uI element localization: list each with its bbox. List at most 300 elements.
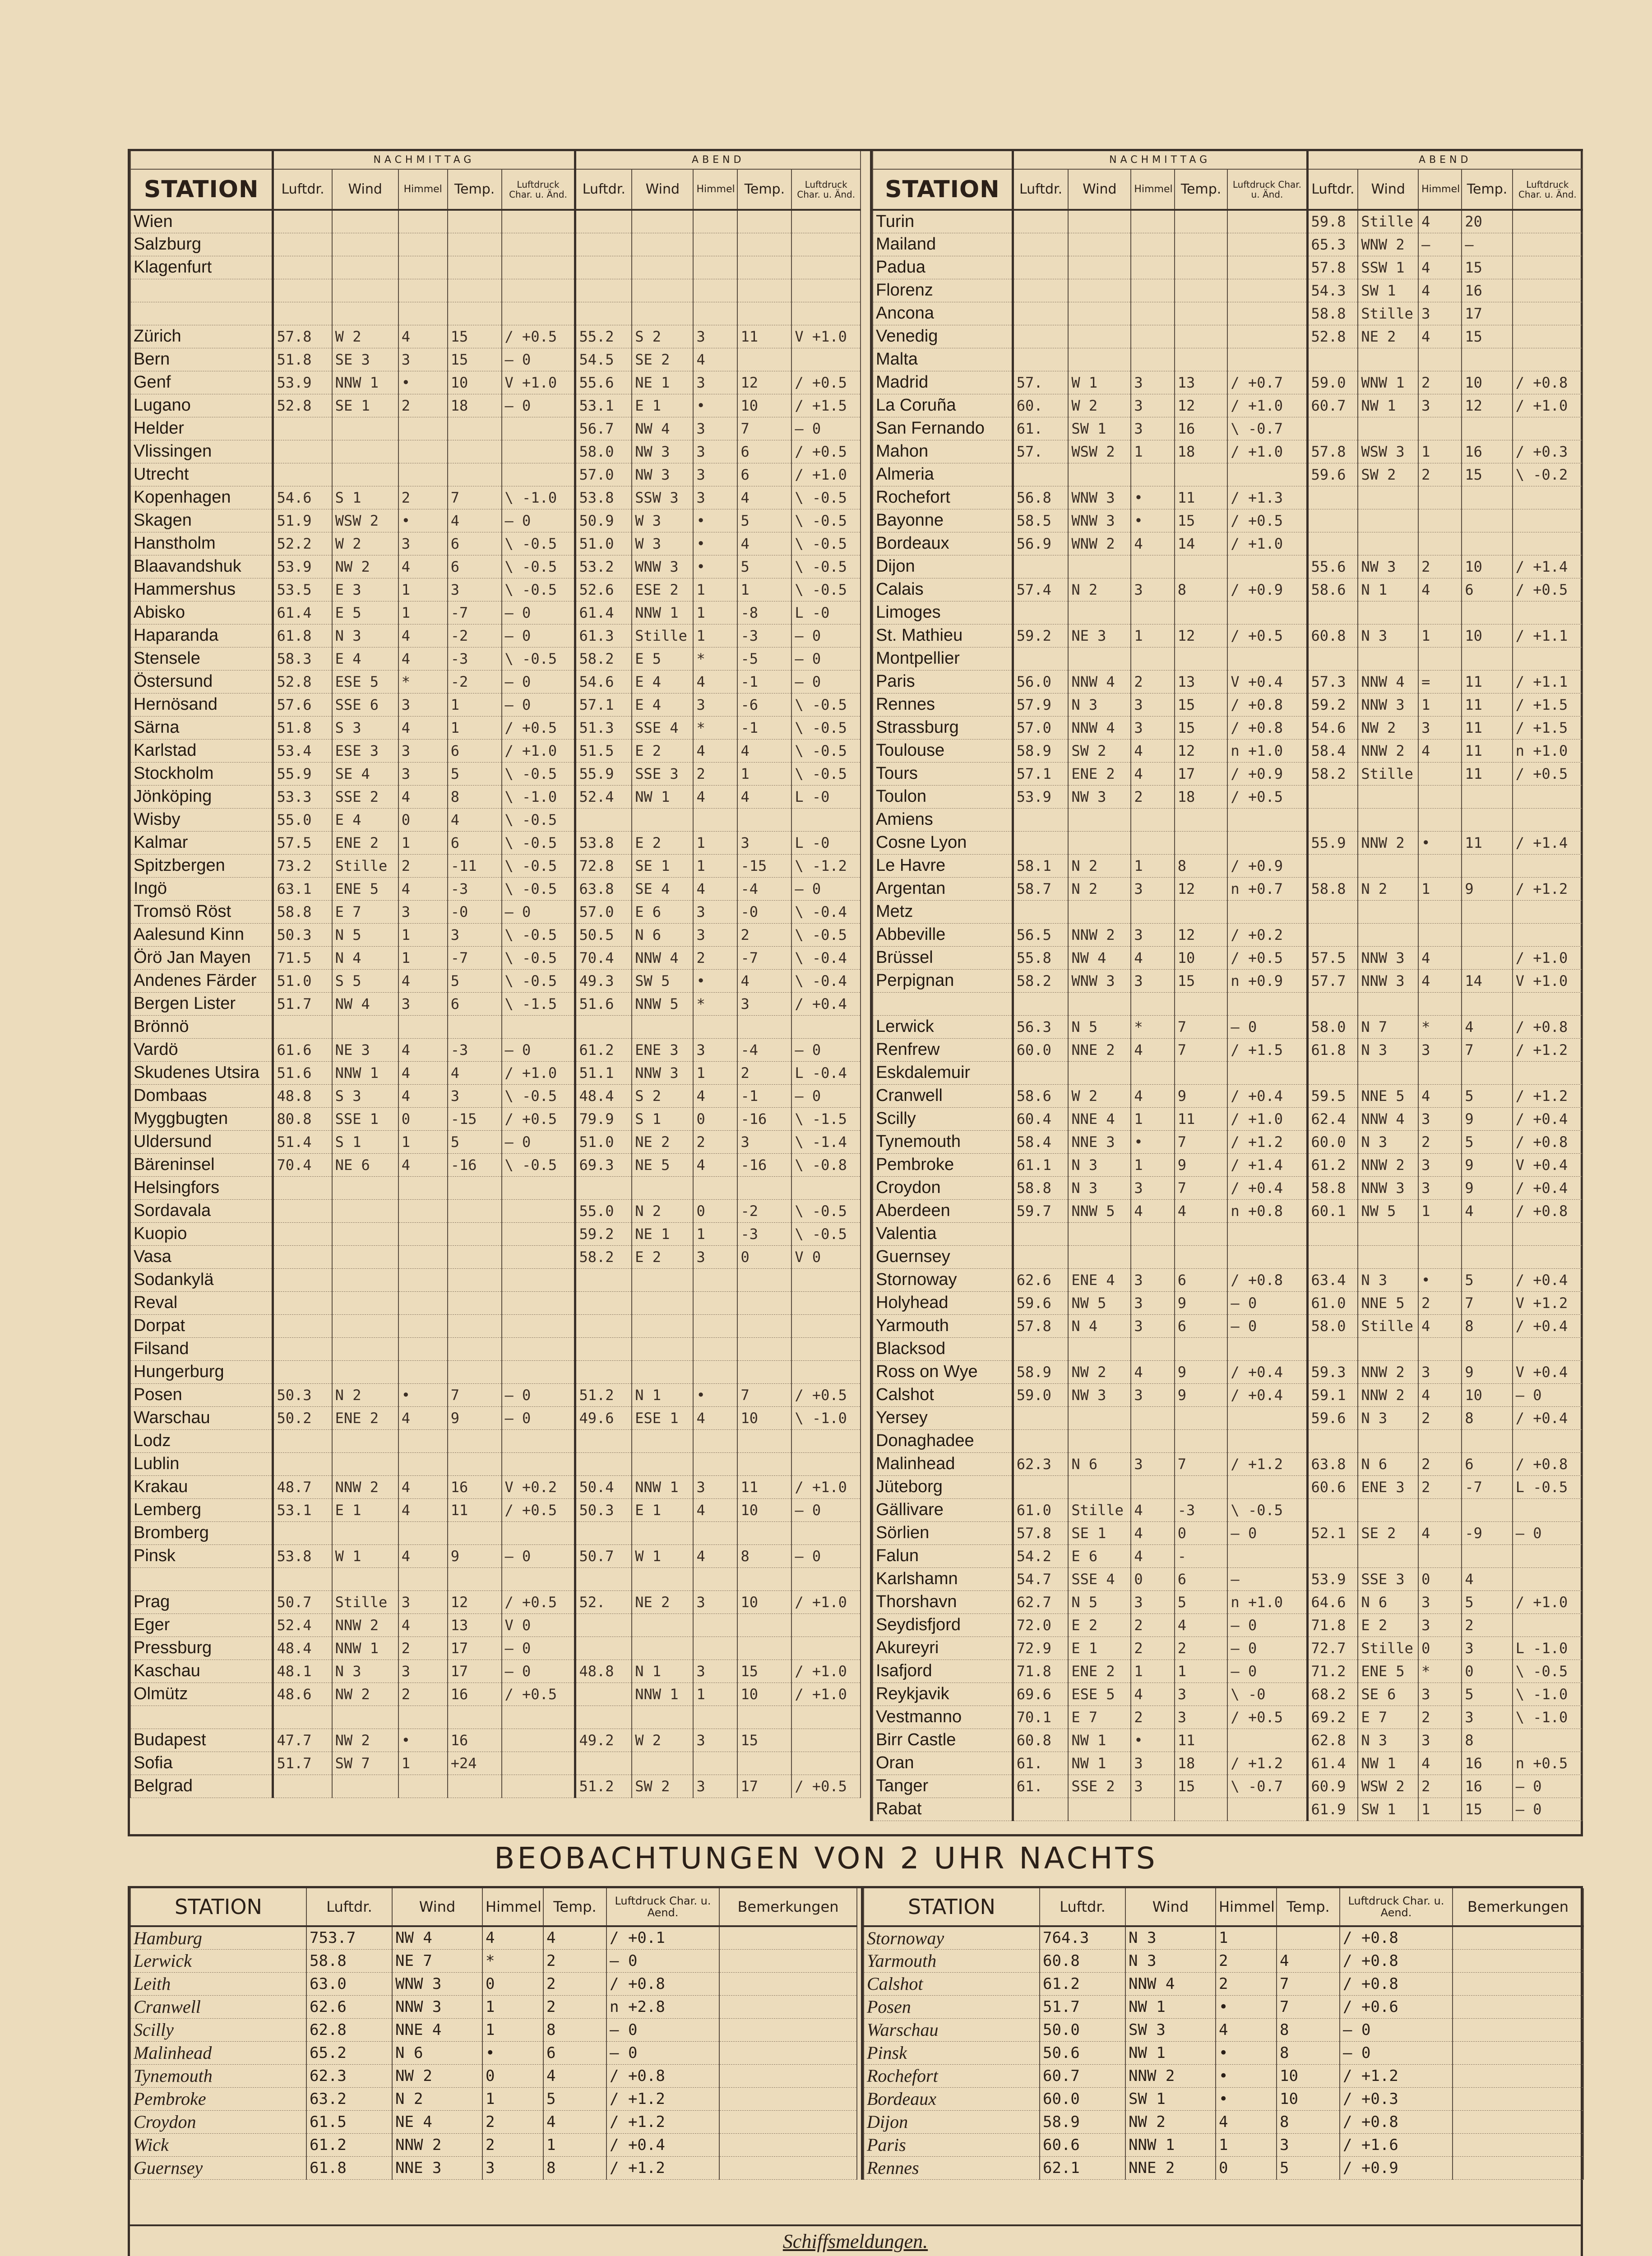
cell-value: 17 [1462, 302, 1512, 325]
cell-value: 4 [1131, 1038, 1174, 1061]
cell-value: 18 [1175, 440, 1228, 463]
cell-value [1068, 279, 1131, 302]
cell-value: 58.2 [575, 1245, 632, 1268]
cell-value: NNW 4 [1358, 670, 1418, 693]
cell-value: 2 [1462, 1613, 1512, 1637]
cell-value: 4 [1175, 1613, 1228, 1637]
cell-value: 61.8 [306, 2156, 392, 2179]
cell-value: NNW 3 [392, 1995, 482, 2018]
cell-value [1453, 1995, 1583, 2018]
table-row [873, 1061, 1583, 1084]
cell-value [1513, 486, 1583, 509]
cell-value: E 7 [1068, 1706, 1131, 1729]
cell-value [693, 1015, 737, 1038]
column-header: Wind [1068, 169, 1131, 210]
cell-value [719, 2133, 857, 2156]
cell-value: E 5 [332, 601, 398, 624]
cell-value: - [1175, 1544, 1228, 1567]
cell-value [1307, 854, 1358, 877]
cell-value: 16 [1175, 417, 1228, 440]
station-name: Sofia [130, 1752, 273, 1775]
cell-value: 50.3 [575, 1498, 632, 1521]
station-name: Seydisfjord [873, 1613, 1013, 1637]
cell-value: E 3 [332, 578, 398, 601]
cell-value: -16 [737, 1107, 791, 1130]
cell-value: 58.8 [1013, 1176, 1068, 1199]
cell-value: NNW 2 [1358, 831, 1418, 854]
column-header: Himmel [1131, 169, 1174, 210]
cell-value: — 0 [606, 2018, 719, 2041]
cell-value [632, 1314, 693, 1337]
cell-value: 52. [575, 1590, 632, 1613]
table-row [130, 440, 861, 463]
column-header: Himmel [693, 169, 737, 210]
cell-value: 5 [1175, 1590, 1228, 1613]
cell-value [737, 1429, 791, 1452]
station-name: Pembroke [130, 2087, 306, 2110]
cell-value [1513, 1567, 1583, 1590]
cell-value [448, 302, 502, 325]
cell-value [1462, 509, 1512, 532]
cell-value: / +0.8 [1513, 1452, 1583, 1475]
cell-value [1175, 831, 1228, 854]
cell-value [1453, 1972, 1583, 1995]
cell-value: — 0 [791, 1038, 861, 1061]
station-name: Warschau [864, 2018, 1040, 2041]
station-name: Belgrad [130, 1775, 273, 1798]
cell-value: N 3 [1125, 1949, 1216, 1972]
table-row [130, 1222, 861, 1245]
cell-value: • [1216, 2064, 1277, 2087]
cell-value: SW 2 [632, 1775, 693, 1798]
table-row [130, 2110, 857, 2133]
cell-value: / +0.3 [1513, 440, 1583, 463]
cell-value: -4 [737, 1038, 791, 1061]
cell-value [1418, 762, 1462, 785]
cell-value: / +1.2 [1227, 1452, 1307, 1475]
cell-value: N 3 [1358, 624, 1418, 647]
cell-value [448, 1775, 502, 1798]
cell-value [1227, 463, 1307, 486]
cell-value [398, 1567, 448, 1590]
cell-value: / +1.0 [502, 1061, 575, 1084]
table-row [130, 946, 861, 969]
cell-value: 58.3 [273, 647, 332, 670]
cell-value [448, 1314, 502, 1337]
station-name: Posen [130, 1383, 273, 1406]
cell-value [1068, 831, 1131, 854]
cell-value: 8 [543, 2156, 606, 2179]
cell-value: SW 1 [1068, 417, 1131, 440]
column-header: Himmel [398, 169, 448, 210]
cell-value: 48.4 [575, 1084, 632, 1107]
cell-value [1513, 992, 1583, 1015]
cell-value: -6 [737, 693, 791, 716]
cell-value [719, 1926, 857, 1949]
table-row [873, 1383, 1583, 1406]
cell-value: E 5 [632, 647, 693, 670]
cell-value [448, 1245, 502, 1268]
cell-value: — 0 [1227, 1015, 1307, 1038]
cell-value [1462, 854, 1512, 877]
table-row [873, 1498, 1583, 1521]
cell-value: / +1.2 [606, 2156, 719, 2179]
station-name: Guernsey [130, 2156, 306, 2179]
night-column-header: Temp. [1277, 1888, 1340, 1926]
table-row [130, 1995, 857, 2018]
column-header: Temp. [1462, 169, 1512, 210]
cell-value [1307, 1061, 1358, 1084]
cell-value: ESE 1 [632, 1406, 693, 1429]
cell-value [1358, 532, 1418, 555]
cell-value: 0 [1175, 1521, 1228, 1544]
cell-value: 4 [448, 1061, 502, 1084]
cell-value [1131, 900, 1174, 923]
cell-value: N 3 [332, 1660, 398, 1683]
cell-value: / +0.5 [502, 1107, 575, 1130]
cell-value [1418, 923, 1462, 946]
cell-value [273, 1015, 332, 1038]
cell-value: 2 [1418, 1291, 1462, 1314]
station-name: Bayonne [873, 509, 1013, 532]
cell-value: 61.8 [1307, 1038, 1358, 1061]
cell-value: -3 [448, 1038, 502, 1061]
table-row [873, 1199, 1583, 1222]
cell-value: 61.3 [575, 624, 632, 647]
cell-value: 4 [693, 1406, 737, 1429]
cell-value [1513, 1498, 1583, 1521]
cell-value: 69.3 [575, 1153, 632, 1176]
cell-value: / +1.0 [1227, 1107, 1307, 1130]
table-row [130, 1084, 861, 1107]
cell-value: 3 [1418, 394, 1462, 417]
table-row [873, 808, 1583, 831]
table-row [873, 601, 1583, 624]
cell-value [1131, 1337, 1174, 1360]
cell-value: 0 [482, 2064, 543, 2087]
cell-value [502, 1775, 575, 1798]
cell-value [575, 808, 632, 831]
cell-value [1068, 601, 1131, 624]
cell-value [575, 1567, 632, 1590]
table-row [873, 1660, 1583, 1683]
cell-value [791, 1637, 861, 1660]
cell-value: N 3 [1358, 1268, 1418, 1291]
cell-value: 3 [1418, 1176, 1462, 1199]
cell-value: 2 [543, 1949, 606, 1972]
cell-value: NNW 4 [1125, 1972, 1216, 1995]
cell-value: — [1462, 233, 1512, 256]
cell-value: Stille [1358, 1314, 1418, 1337]
cell-value: 2 [1418, 1475, 1462, 1498]
cell-value: 6 [1462, 578, 1512, 601]
station-name: Abbeville [873, 923, 1013, 946]
cell-value: 47.7 [273, 1729, 332, 1752]
cell-value: 0 [482, 1972, 543, 1995]
cell-value [273, 417, 332, 440]
cell-value: SSE 2 [1068, 1775, 1131, 1798]
cell-value: E 4 [332, 647, 398, 670]
cell-value [1307, 348, 1358, 371]
cell-value: -2 [448, 624, 502, 647]
cell-value [332, 1706, 398, 1729]
cell-value [1418, 509, 1462, 532]
table-row [873, 394, 1583, 417]
cell-value [1513, 1429, 1583, 1452]
cell-value [448, 1291, 502, 1314]
cell-value [502, 1015, 575, 1038]
cell-value: 62.6 [1013, 1268, 1068, 1291]
cell-value: 50.4 [575, 1475, 632, 1498]
cell-value: 12 [1175, 739, 1228, 762]
cell-value: * [398, 670, 448, 693]
cell-value [737, 302, 791, 325]
cell-value: / +0.8 [1340, 1972, 1453, 1995]
cell-value: 61. [1013, 417, 1068, 440]
cell-value [332, 233, 398, 256]
cell-value: / +1.5 [1513, 693, 1583, 716]
cell-value: 12 [1175, 624, 1228, 647]
cell-value [1277, 1926, 1340, 1949]
table-row [873, 233, 1583, 256]
station-name: Birr Castle [873, 1729, 1013, 1752]
cell-value [1131, 279, 1174, 302]
cell-value: — 0 [502, 900, 575, 923]
cell-value [332, 1337, 398, 1360]
cell-value: 7 [1175, 1038, 1228, 1061]
cell-value [575, 1683, 632, 1706]
cell-value [1462, 808, 1512, 831]
cell-value: 17 [448, 1637, 502, 1660]
cell-value: \ -0.5 [502, 762, 575, 785]
cell-value [1227, 233, 1307, 256]
station-name: Prag [130, 1590, 273, 1613]
table-row [130, 233, 861, 256]
cell-value: W 1 [1068, 371, 1131, 394]
cell-value: N 2 [1068, 578, 1131, 601]
cell-value: 60.8 [1307, 624, 1358, 647]
cell-value [1462, 348, 1512, 371]
cell-value: 1 [1216, 1926, 1277, 1949]
cell-value: 58.6 [1307, 578, 1358, 601]
cell-value: WNW 3 [632, 555, 693, 578]
cell-value: 70.1 [1013, 1706, 1068, 1729]
cell-value [1513, 601, 1583, 624]
cell-value: 4 [693, 1153, 737, 1176]
cell-value [1462, 992, 1512, 1015]
cell-value: / +0.4 [1227, 1383, 1307, 1406]
cell-value: • [1131, 509, 1174, 532]
night-column-header: Luftdr. [306, 1888, 392, 1926]
cell-value: NNW 3 [1358, 1176, 1418, 1199]
station-name: Isafjord [873, 1660, 1013, 1683]
cell-value: — 0 [1513, 1798, 1583, 1821]
table-row [873, 509, 1583, 532]
cell-value: E 4 [632, 670, 693, 693]
cell-value [1453, 2041, 1583, 2064]
cell-value: 71.5 [273, 946, 332, 969]
cell-value [1418, 808, 1462, 831]
cell-value: 58.1 [1013, 854, 1068, 877]
cell-value [737, 1268, 791, 1291]
table-row [130, 2041, 857, 2064]
cell-value [1131, 831, 1174, 854]
cell-value: 3 [693, 417, 737, 440]
cell-value: \ -0.5 [791, 555, 861, 578]
cell-value: SE 2 [1358, 1521, 1418, 1544]
cell-value: L -0 [791, 831, 861, 854]
table-row [873, 762, 1583, 785]
cell-value: S 1 [632, 1107, 693, 1130]
cell-value: 3 [1131, 1752, 1174, 1775]
cell-value: 51.0 [575, 532, 632, 555]
cell-value [1453, 2110, 1583, 2133]
cell-value: • [693, 394, 737, 417]
cell-value: SSE 4 [632, 716, 693, 739]
cell-value [1513, 348, 1583, 371]
cell-value [1513, 210, 1583, 233]
cell-value [632, 1176, 693, 1199]
cell-value: 9 [1175, 1291, 1228, 1314]
cell-value [1358, 417, 1418, 440]
cell-value: SE 1 [1068, 1521, 1131, 1544]
cell-value: L -1.0 [1513, 1637, 1583, 1660]
table-row [130, 302, 861, 325]
cell-value [575, 1360, 632, 1383]
cell-value [273, 1521, 332, 1544]
cell-value: • [693, 969, 737, 992]
cell-value [1227, 808, 1307, 831]
cell-value: 60.0 [1013, 1038, 1068, 1061]
cell-value: 51.5 [575, 739, 632, 762]
cell-value [1358, 1429, 1418, 1452]
cell-value: 3 [693, 486, 737, 509]
cell-value: • [693, 1383, 737, 1406]
cell-value: \ -0.5 [791, 486, 861, 509]
cell-value [1513, 647, 1583, 670]
cell-value: 16 [1462, 1752, 1512, 1775]
cell-value: 54.6 [575, 670, 632, 693]
column-header: Luftdruck Char. u. Änd. [502, 169, 575, 210]
cell-value: \ -0.5 [502, 1084, 575, 1107]
cell-value: 5 [1462, 1130, 1512, 1153]
cell-value: 15 [1462, 463, 1512, 486]
cell-value: NNW 2 [1358, 1383, 1418, 1406]
cell-value: SE 4 [332, 762, 398, 785]
cell-value: \ -0.5 [502, 647, 575, 670]
cell-value [1068, 1222, 1131, 1245]
station-name: Cranwell [873, 1084, 1013, 1107]
cell-value [1462, 785, 1512, 808]
table-row [130, 923, 861, 946]
cell-value: 4 [1418, 325, 1462, 348]
cell-value [693, 256, 737, 279]
cell-value [273, 1775, 332, 1798]
station-name: Skagen [130, 509, 273, 532]
cell-value: V 0 [502, 1613, 575, 1637]
table-row [130, 1153, 861, 1176]
right-table [872, 151, 1583, 1821]
night-column-header: Luftdr. [1040, 1888, 1125, 1926]
station-name: Lerwick [873, 1015, 1013, 1038]
cell-value: NW 3 [632, 463, 693, 486]
cell-value: -2 [737, 1199, 791, 1222]
cell-value [632, 210, 693, 233]
cell-value: 5 [1462, 1683, 1512, 1706]
cell-value: -1 [737, 670, 791, 693]
station-name: Turin [873, 210, 1013, 233]
cell-value: / +1.5 [791, 394, 861, 417]
table-row [873, 1406, 1583, 1429]
cell-value: / +0.5 [502, 1590, 575, 1613]
column-header: Luftdr. [1013, 169, 1068, 210]
cell-value [1358, 509, 1418, 532]
cell-value: 3 [1462, 1637, 1512, 1660]
cell-value: 0 [1216, 2156, 1277, 2179]
cell-value: / +1.0 [1513, 946, 1583, 969]
station-name: Calshot [873, 1383, 1013, 1406]
cell-value [791, 210, 861, 233]
cell-value: 14 [1462, 969, 1512, 992]
cell-value [1013, 463, 1068, 486]
cell-value: 3 [1131, 1775, 1174, 1798]
cell-value [273, 1222, 332, 1245]
cell-value: \ -0.5 [502, 946, 575, 969]
cell-value: NNE 2 [1125, 2156, 1216, 2179]
cell-value [1513, 1222, 1583, 1245]
cell-value: 4 [543, 1926, 606, 1949]
cell-value [273, 1706, 332, 1729]
cell-value [398, 1452, 448, 1475]
cell-value [1358, 992, 1418, 1015]
cell-value: • [1216, 2087, 1277, 2110]
cell-value [273, 1452, 332, 1475]
cell-value: 1 [398, 578, 448, 601]
station-name: Valentia [873, 1222, 1013, 1245]
cell-value: NW 3 [1068, 1383, 1131, 1406]
cell-value: NNW 5 [1068, 1199, 1131, 1222]
cell-value [1013, 1337, 1068, 1360]
cell-value: / +1.2 [1513, 1038, 1583, 1061]
cell-value: / +0.4 [1513, 1406, 1583, 1429]
cell-value [575, 1706, 632, 1729]
cell-value: 53.1 [273, 1498, 332, 1521]
cell-value: 4 [398, 1406, 448, 1429]
cell-value: 5 [448, 1130, 502, 1153]
cell-value: 51.6 [575, 992, 632, 1015]
cell-value: / +1.0 [1227, 394, 1307, 417]
station-name: Dijon [864, 2110, 1040, 2133]
cell-value [1175, 1798, 1228, 1821]
cell-value: / +0.8 [1513, 1130, 1583, 1153]
cell-value: 4 [398, 1084, 448, 1107]
cell-value: NNE 2 [1068, 1038, 1131, 1061]
cell-value [398, 1429, 448, 1452]
cell-value [1307, 923, 1358, 946]
cell-value [791, 1567, 861, 1590]
cell-value: 70.4 [273, 1153, 332, 1176]
cell-value: 8 [543, 2018, 606, 2041]
cell-value: 59.0 [1013, 1383, 1068, 1406]
cell-value [398, 256, 448, 279]
cell-value: 4 [398, 1613, 448, 1637]
cell-value: 60.1 [1307, 1199, 1358, 1222]
station-name: Jüteborg [873, 1475, 1013, 1498]
cell-value: \ -1.4 [791, 1130, 861, 1153]
cell-value [398, 1775, 448, 1798]
cell-value: 5 [448, 969, 502, 992]
table-row [864, 2133, 1583, 2156]
